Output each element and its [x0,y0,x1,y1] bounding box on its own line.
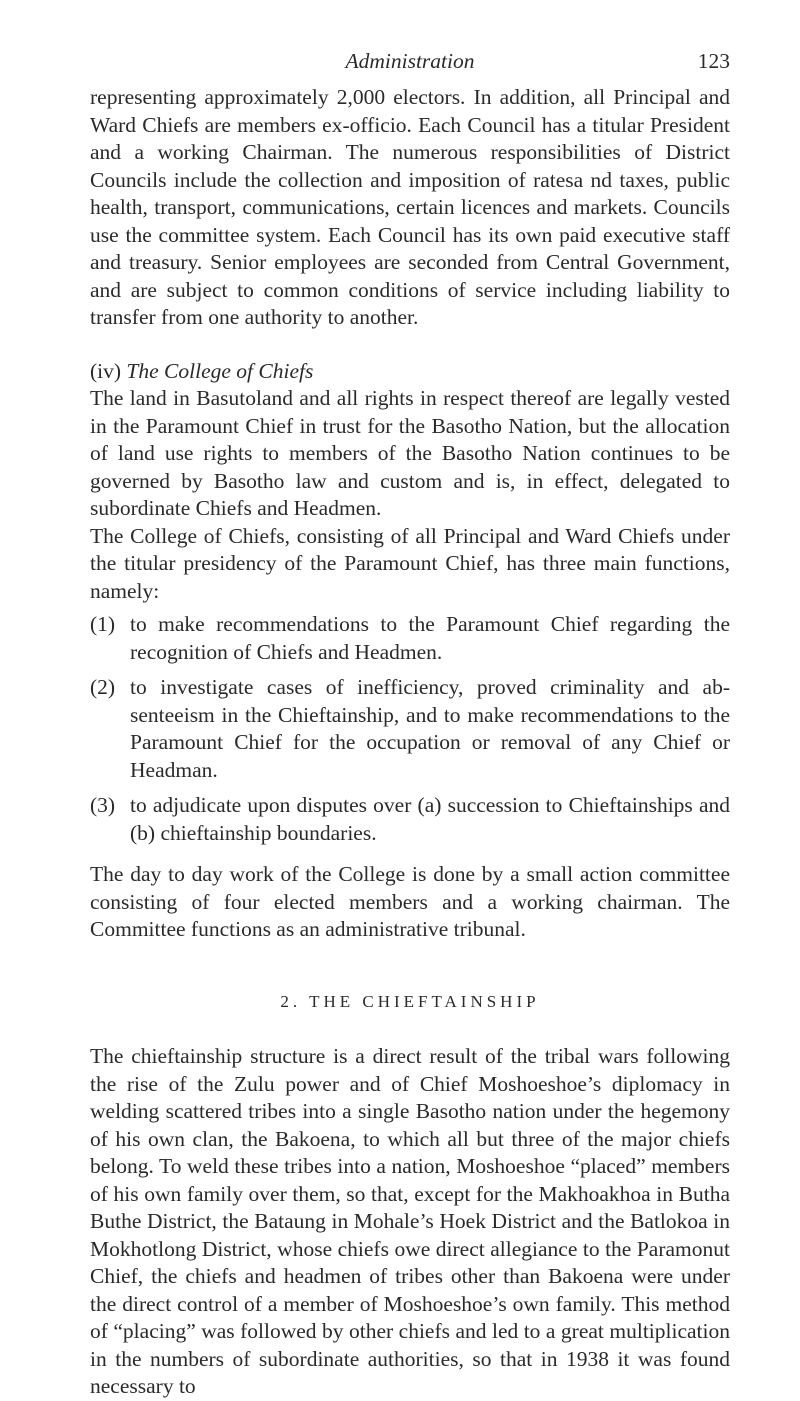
list-item-number: (2) [90,675,116,699]
list-item [90,674,730,784]
functions-list [90,611,730,847]
section-title: The College of Chiefs [126,358,314,383]
paragraph-district-councils: representing approximately 2,000 electors. In addition, all Principal and Ward Chiefs are members ex-officio. Each Council has a titular President and a working Chairman. The numerous responsibilities of District Councils include the collection and imposition of ratesa nd taxes, public health, transport, communications, certain licences and markets. Councils use the committee system. Each Council has its own paid executive staff and treasury. Senior employees are seconded from Central Government, and are subject to common conditions of service including liability to transfer from one authority to another. [90,85,730,329]
list-item-number: (3) [90,793,116,817]
section-number: (iv) [90,358,122,383]
paragraph-action-committee: The day to day work of the College is done by a small action committee consisting of four elected members and a working chairman. The Committee functions as an administrative tribunal. [90,862,730,941]
page-header [90,48,730,84]
list-item-text: to make recommendations to the Paramount Chief regarding the recognition of Chiefs and Headmen. [130,612,730,664]
list-item-text: to adjudicate upon disputes over (a) succession to Chieftainships and (b) chieftainship boundaries. [130,793,730,845]
running-title: Administration [345,49,475,73]
list-item [90,792,730,847]
list-item-number: (1) [90,612,116,636]
list-item-text: to investigate cases of inefficiency, proved criminality and absenteeism in the Chieftainship, and to make recommendations to the Paramount Chief for the occupation or removal of any Chief or Headman. [130,675,730,782]
paragraph-college-functions-intro: The College of Chiefs, consisting of all Principal and Ward Chiefs under the titular presidency of the Paramount Chief, has three main functions, namely: [90,523,730,603]
paragraph-chieftainship-structure: The chieftainship structure is a direct result of the tribal wars following the rise of the Zulu power and of Chief Moshoeshoe’s diplomacy in welding scattered tribes into a single Basotho nation under the hegemony of his own clan, the Bakoena, to which all but three of the major chiefs belong. To weld these tribes into a nation, Moshoeshoe “placed” members of his own family over them, so that, except for the Makhoakhoa in Butha Buthe District, the Bataung in Mohale’s Hoek District and the Batlokoa in Mokhotlong District, whose chiefs owe direct allegiance to the Paramonut Chief, the chiefs and headmen of tribes other than Bakoena were under the direct control of a member of Moshoeshoe’s own family. This method of “placing” was followed by other chiefs and led to a great multiplication in the numbers of subordinate authorities, so that in 1938 it was found necessary to [90,1044,730,1398]
list-item [90,611,730,666]
paragraph-land-rights: The land in Basutoland and all rights in respect thereof are legally vested in the Paramount Chief in trust for the Basotho Nation, but the allocation of land use rights to members of the Basotho Nation continues to be governed by Basotho law and custom and is, in effect, delegated to subordinate Chiefs and Headmen. [90,386,730,520]
page-number: 123 [697,49,730,73]
section-heading [90,358,730,386]
chapter-heading: 2. THE CHIEFTAINSHIP [280,991,540,1011]
